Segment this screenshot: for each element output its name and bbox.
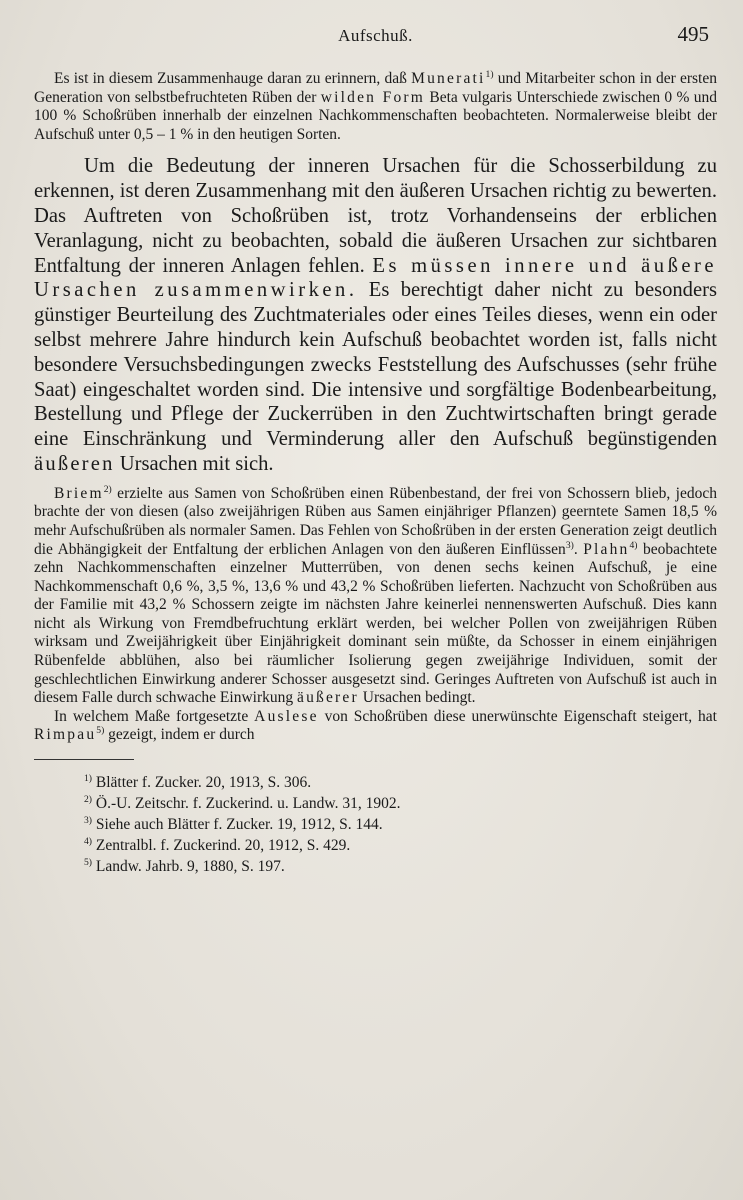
text-run: erzielte aus Samen von Schoßrüben einen Rübenbestand, der frei von Schossern blieb, jedoch brachte der von diesen (also zweijährigen Rüben aus Samen einjähriger Pflanzen) geerntete Samen 18,5 % mehr Aufschußrüben als normaler Samen. Das Fehlen von Schoßrüben in der ersten Generation zeigt deutlich die Abhängigkeit der Entfaltung der erblichen Anlagen von den äußeren Einflüssen (34, 484, 717, 558)
paragraph-munerati (34, 70, 717, 144)
text-run: beobachtete zehn Nachkommenschaften einzelner Mutterrüben, von denen sechs keinen Aufschuß, je eine Nachkommenschaft 0,6 %, 3,5 %, 13,6 % und 43,2 % Schoßrüben lieferten. Nachzucht von Schoßrüben aus der Familie mit 43,2 % Schossern zeigte im nächsten Jahre keinerlei nennenswerten Aufschuß. Dies kann nicht als Wirkung von Fremdbefruchtung erklärt werden, bei welcher Pollen von zweijährigen Rüben wirksam und Zweijährigkeit über Einjährigkeit dominant sein müßte, da Schosser in einem einjährigen Rübenfelde abblühen, also bei räumlicher Isolierung gegen zweijährige Individuen, somit der geschlechtlichen Einwirkung anderer Schosser ausgesetzt sind. Geringes Auftreten von Aufschuß ist auch in diesem Falle durch schwache Einwirkung (34, 540, 718, 707)
footnote-ref: 3) (565, 539, 574, 551)
text-run: . (573, 540, 584, 558)
text-run: gezeigt, indem er durch (104, 726, 255, 744)
page-header (34, 0, 717, 50)
text-run: Ursachen mit sich. (114, 452, 274, 475)
text-run: Beta vulgaris Unterschiede zwischen 0 % und 100 % Schoßrüben innerhalb der einzelnen Nachkommenschaften beobachteten. Normalerweise bleibt der Aufschuß unter 0,5 – 1 % in den heutigen Sorten. (34, 88, 717, 143)
author-name: Briem (54, 484, 104, 502)
emphasis-text: wilden Form (320, 88, 426, 106)
emphasis-text: äußerer (297, 689, 359, 707)
footnote-number: 3) (84, 815, 92, 827)
paragraph-briem (34, 485, 717, 708)
footnote-item (84, 856, 717, 877)
footnote-item (84, 835, 717, 856)
footnote-item (84, 772, 717, 793)
emphasis-text: äußeren (34, 452, 115, 475)
footnote-item (84, 814, 717, 835)
author-name: Munerati (411, 70, 486, 87)
footnote-text: Zentralbl. f. Zuckerind. 20, 1912, S. 429. (92, 837, 351, 855)
footnote-number: 4) (84, 836, 92, 848)
text-run: Es ist in diesem Zusammenhauge daran zu erinnern, daß (54, 70, 412, 87)
footnote-text: Blätter f. Zucker. 20, 1913, S. 306. (92, 774, 312, 792)
text-run: Ursachen bedingt. (358, 689, 476, 707)
footnote-text: Landw. Jahrb. 9, 1880, S. 197. (92, 858, 285, 876)
footnote-list (34, 772, 717, 877)
paragraph-rimpau (34, 708, 717, 745)
text-run: Um die Bedeutung der inneren Ursachen für die Schosserbildung zu erkennen, ist deren Zusammenhang mit den äußeren Ursachen richtig zu bewerten. Das Auftreten von Schoßrüben ist, trotz Vorhandenseins der erblichen Veranlagung, nicht zu beobachten, sobald die äußeren Ursachen zur sichtbaren Entfaltung der inneren Anlagen fehlen. (34, 155, 717, 277)
text-run: von Schoßrüben diese unerwünschte Eigenschaft steigert, hat (318, 707, 717, 725)
footnote-ref: 5) (96, 725, 105, 737)
footnote-item (84, 793, 717, 814)
footnote-ref: 4) (629, 539, 638, 551)
text-run: Es berechtigt daher nicht zu besonders günstiger Beurteilung des Zuchtmateriales oder eines Teiles dieses, wenn ein oder selbst mehrere Jahre hindurch kein Aufschuß beobachtet worden ist, falls nicht besondere Versuchsbedingungen zwecks Feststellung des Aufschusses (sehr frühe Saat) eingeschaltet worden sind. Die intensive und sorgfältige Bodenbearbeitung, Bestellung und Pflege der Zuckerrüben in den Zuchtwirtschaften bringt gerade eine Einschränkung und Verminderung aller den Aufschuß begünstigenden (34, 279, 717, 451)
author-name: Rimpau (34, 726, 97, 744)
footnote-number: 1) (84, 773, 92, 785)
emphasis-text: Auslese (254, 707, 319, 725)
emphasis-text: Es müssen innere und äußere Ursachen zusammenwirken. (34, 254, 717, 302)
paragraph-main (34, 154, 717, 476)
author-name: Plahn (583, 540, 630, 558)
text-run: und Mitarbeiter schon in der ersten Generation von selbstbefruchteten Rüben der (34, 70, 717, 106)
text-run: In welchem Maße fortgesetzte (54, 707, 255, 725)
footnote-text: Siehe auch Blätter f. Zucker. 19, 1912, S. 144. (92, 816, 383, 834)
footnote-ref: 2) (103, 483, 112, 495)
footnote-number: 2) (84, 794, 92, 806)
footnote-text: Ö.-U. Zeitschr. f. Zuckerind. u. Landw. 31, 1902. (92, 795, 401, 813)
footnote-ref: 1) (485, 69, 494, 81)
page-number: 495 (677, 22, 709, 46)
footnote-number: 5) (84, 857, 92, 869)
footnote-divider (34, 759, 134, 760)
running-title: Aufschuß. (338, 26, 413, 45)
